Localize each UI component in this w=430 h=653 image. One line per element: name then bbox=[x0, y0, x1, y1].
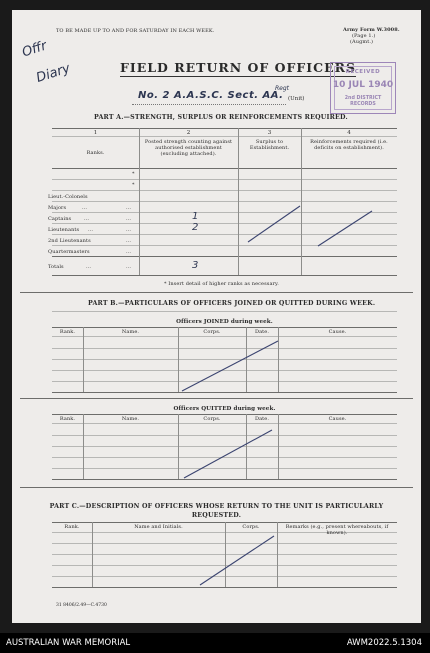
form-number: Army Form W.3008. bbox=[343, 27, 400, 33]
col-number-2: 2 bbox=[186, 130, 191, 136]
part-c-strike-line bbox=[200, 536, 274, 585]
part-c-heading-1: PART C.—DESCRIPTION OF OFFICERS WHOSE RETURN TO THE UNIT IS PARTICULARLY bbox=[49, 503, 384, 510]
part-b-heading: PART B.—PARTICULARS OF OFFICERS JOINED OR QUITTED DURING WEEK. bbox=[88, 300, 376, 307]
quitted-col-date: Date. bbox=[254, 416, 270, 422]
handwritten-note-diary: Diary bbox=[34, 61, 73, 86]
part-c-col-rank: Rank. bbox=[64, 524, 80, 530]
part-c-col-remarks: Remarks (e.g., present whereabouts, if known). bbox=[285, 524, 389, 536]
form-title: FIELD RETURN OF OFFICERS bbox=[120, 60, 357, 75]
totals-dots-2: ... bbox=[126, 264, 132, 270]
stamp-date: 10 JUL 1940 bbox=[332, 80, 394, 90]
star-mark-1: * bbox=[132, 171, 135, 177]
part-b-c-strike-lines bbox=[12, 10, 421, 623]
col-header-ranks: Ranks. bbox=[86, 150, 105, 156]
stamp-district: 2nd DISTRICT bbox=[344, 96, 382, 101]
joined-col-date: Date. bbox=[254, 329, 270, 335]
dots-majors: ... bbox=[82, 205, 88, 211]
part-c-col-name: Name and Initials. bbox=[134, 524, 183, 530]
dots-lieutenants-2: ... bbox=[126, 227, 132, 233]
rank-captains: Captains bbox=[48, 216, 72, 222]
part-c-heading-2: REQUESTED. bbox=[191, 512, 242, 519]
footer-accession-number: AWM2022.5.1304 bbox=[346, 638, 422, 648]
lieutenants-value: 2 bbox=[192, 222, 199, 233]
instruction-text: TO BE MADE UP TO AND FOR SATURDAY IN EACH WEEK. bbox=[56, 28, 215, 34]
rank-majors: Majors bbox=[48, 205, 67, 211]
joined-strike-line bbox=[182, 341, 278, 391]
totals-label: Totals bbox=[48, 264, 64, 270]
handwritten-regt: Regt bbox=[275, 85, 290, 92]
joined-col-corps: Corps. bbox=[203, 329, 221, 335]
augmt-label: (Augmt.) bbox=[350, 39, 374, 45]
printer-code: 31 8406/2.49—C.4730 bbox=[56, 603, 107, 608]
col-number-1: 1 bbox=[93, 130, 98, 136]
footer-institution: AUSTRALIAN WAR MEMORIAL bbox=[6, 638, 131, 648]
part-a-heading: PART A.—STRENGTH, SURPLUS OR REINFORCEMENTS REQUIRED. bbox=[94, 114, 348, 121]
form-sheet bbox=[12, 10, 421, 623]
quitted-col-corps: Corps. bbox=[203, 416, 221, 422]
page-label: (Page 1.) bbox=[352, 33, 376, 39]
quitted-col-cause: Cause. bbox=[328, 416, 347, 422]
dots-captains: ... bbox=[84, 216, 90, 222]
totals-dots: ... bbox=[86, 264, 92, 270]
stamp-records: RECORDS bbox=[350, 102, 376, 107]
rank-lieut-colonels: Lieut.-Colonels bbox=[48, 194, 88, 200]
dots-quartermasters: ... bbox=[126, 249, 132, 255]
quitted-col-rank: Rank. bbox=[59, 416, 76, 422]
rank-2nd-lieutenants: 2nd Lieutenants bbox=[48, 238, 91, 244]
stamp-received: RECEIVED bbox=[345, 69, 381, 75]
totals-value: 3 bbox=[192, 260, 199, 271]
handwritten-unit-name: No. 2 A.A.S.C. Sect. AA. bbox=[138, 90, 284, 101]
handwritten-note-offr: Offr bbox=[20, 38, 49, 61]
dots-2nd-lieutenants: ... bbox=[126, 238, 132, 244]
unit-label: (Unit) bbox=[288, 96, 305, 102]
joined-col-cause: Cause. bbox=[328, 329, 347, 335]
footer-bar bbox=[0, 633, 430, 653]
part-a-footnote: * Insert detail of higher ranks as necessary. bbox=[164, 281, 279, 287]
col-number-3: 3 bbox=[267, 130, 272, 136]
joined-col-rank: Rank. bbox=[59, 329, 76, 335]
rank-quartermasters: Quartermasters bbox=[48, 249, 90, 255]
dots-captains-2: ... bbox=[126, 216, 132, 222]
dots-majors-2: ... bbox=[126, 205, 132, 211]
quitted-strike-line bbox=[184, 430, 272, 478]
star-mark-2: * bbox=[132, 182, 135, 188]
part-c-col-corps: Corps. bbox=[242, 524, 260, 530]
rank-lieutenants: Lieutenants bbox=[48, 227, 80, 233]
col-header-reinforcements: Reinforcements required (i.e. deficits on establishment). bbox=[310, 139, 388, 151]
quitted-col-name: Name. bbox=[121, 416, 140, 422]
quitted-title: Officers QUITTED during week. bbox=[173, 406, 276, 412]
col-number-4: 4 bbox=[347, 130, 351, 136]
joined-title: Officers JOINED during week. bbox=[176, 319, 273, 325]
col-header-surplus: Surplus to Establishment. bbox=[249, 139, 290, 151]
joined-col-name: Name. bbox=[121, 329, 140, 335]
dots-lieutenants: ... bbox=[88, 227, 94, 233]
col-header-strength: Posted strength counting against authorised establishment (excluding attached). bbox=[144, 139, 233, 157]
captains-value: 1 bbox=[192, 211, 199, 222]
